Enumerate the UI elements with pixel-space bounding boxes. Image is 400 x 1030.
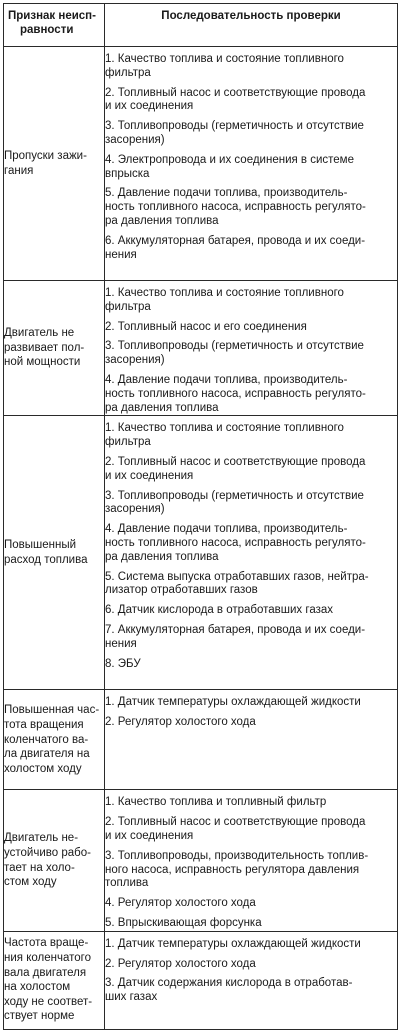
- check-step: [105, 235, 397, 263]
- check-step-line: 2. Регулятор холостого хода: [105, 716, 256, 729]
- check-step-line: ших газах: [105, 991, 158, 1004]
- check-step-line: 7. Аккумуляторная батарея, провода и их соеди-: [105, 623, 366, 636]
- check-step-line: 6. Датчик кислорода в отработавших газах: [105, 604, 334, 617]
- check-step-line: 1. Качество топлива и состояние топливного: [105, 287, 344, 299]
- check-step-line: 8. ЭБУ: [105, 657, 141, 670]
- check-step-line: 1. Качество топлива и состояние топливного: [105, 53, 344, 65]
- check-step-line: нения: [105, 637, 137, 650]
- check-step-line: 4. Давление подачи топлива, производитель-: [105, 373, 348, 386]
- check-step-line: и их соединения: [105, 100, 194, 113]
- check-step: [105, 716, 397, 730]
- check-step-line: 3. Топливопроводы, производительность топлив-: [105, 849, 369, 862]
- check-step-line: 1. Датчик температуры охлаждающей жидкости: [105, 696, 361, 709]
- check-step-line: засорения): [105, 133, 165, 146]
- diagnostic-table: [3, 3, 398, 1030]
- check-step: [105, 938, 397, 952]
- check-step: [105, 321, 397, 335]
- symptom-text-line: на холостом: [4, 981, 71, 994]
- check-step: [105, 897, 397, 911]
- check-step: [105, 958, 397, 972]
- symptom-text-line: ходу не соответ-: [4, 995, 93, 1008]
- check-step-line: 3. Топливопроводы (герметичность и отсутствие: [105, 120, 364, 133]
- check-step-line: ность топливного насоса, исправность регулято-: [105, 201, 366, 214]
- checks-cell: [105, 47, 398, 281]
- check-step-line: ра давления топлива: [105, 214, 219, 227]
- check-step: [105, 604, 397, 618]
- symptom-text-line: гания: [4, 164, 34, 177]
- check-step-line: 1. Качество топлива и состояние топливного: [105, 422, 344, 435]
- check-step-line: засорения): [105, 354, 165, 367]
- check-step: [105, 422, 397, 450]
- check-step-line: и их соединения: [105, 469, 194, 482]
- checks-cell: [105, 790, 398, 931]
- symptom-cell: [4, 281, 105, 416]
- symptom-cell: [4, 47, 105, 281]
- check-step: [105, 456, 397, 484]
- check-step: [105, 796, 397, 810]
- check-step: [105, 571, 397, 599]
- check-step-line: 3. Топливопроводы (герметичность и отсутствие: [105, 340, 364, 353]
- symptom-text-line: Повышенная час-: [4, 704, 100, 717]
- header-symptom-line: Признак неисп-: [8, 10, 96, 22]
- check-step: [105, 374, 397, 415]
- check-step: [105, 696, 397, 710]
- header-symptom: [4, 4, 105, 47]
- check-step-line: ность топливного насоса, исправность регулято-: [105, 387, 366, 400]
- symptom-cell: [4, 931, 105, 1029]
- check-step-line: 2. Топливный насос и соответствующие провода: [105, 455, 366, 468]
- check-step-line: ность топливного насоса, исправность регулято-: [105, 536, 366, 549]
- symptom-text-line: Двигатель не-: [4, 832, 79, 845]
- table-row: [4, 416, 398, 690]
- table-row: [4, 281, 398, 416]
- check-step-line: лизатор отработавших газов: [105, 584, 258, 597]
- check-step: [105, 87, 397, 115]
- check-step: [105, 917, 397, 931]
- checks-cell: [105, 416, 398, 690]
- check-step-line: ного насоса, исправность регулятора давления: [105, 863, 360, 876]
- check-step-line: засорения): [105, 503, 165, 516]
- symptom-text-line: ния коленчатого: [4, 952, 91, 965]
- check-step: [105, 523, 397, 564]
- symptom-cell: [4, 790, 105, 931]
- check-step: [105, 187, 397, 228]
- check-step: [105, 850, 397, 891]
- check-step-line: 4. Электропровода и их соединения в системе: [105, 153, 354, 166]
- symptom-text-line: тает на холо-: [4, 861, 75, 874]
- symptom-text-line: коленчатого ва-: [4, 733, 89, 746]
- check-step-line: ра давления топлива: [105, 401, 219, 414]
- symptom-text-line: стом ходу: [4, 876, 57, 889]
- symptom-text-line: холостом ходу: [4, 762, 82, 775]
- check-step-line: впрыска: [105, 167, 150, 180]
- symptom-text-line: вала двигателя: [4, 966, 87, 979]
- symptom-cell: [4, 416, 105, 690]
- symptom-text-line: ной мощности: [4, 356, 81, 369]
- symptom-text-line: тота вращения: [4, 718, 84, 731]
- check-step: [105, 287, 397, 315]
- symptom-text-line: Пропуски зажи-: [4, 149, 87, 162]
- symptom-text-line: расход топлива: [4, 553, 88, 566]
- check-step: [105, 816, 397, 844]
- check-step-line: нения: [105, 248, 137, 261]
- table-header-row: [4, 4, 398, 47]
- check-step-line: 2. Топливный насос и его соединения: [105, 320, 307, 333]
- check-step-line: 1. Качество топлива и топливный фильтр: [105, 796, 327, 809]
- header-symptom-line: равности: [20, 24, 74, 36]
- check-step-line: 2. Топливный насос и соответствующие провода: [105, 816, 366, 829]
- symptom-text-line: устойчиво рабо-: [4, 846, 91, 859]
- check-step-line: 6. Аккумуляторная батарея, провода и их соеди-: [105, 234, 366, 247]
- check-step: [105, 624, 397, 652]
- check-step-line: 5. Давление подачи топлива, производитель-: [105, 187, 348, 200]
- check-step-line: 2. Топливный насос и соответствующие провода: [105, 86, 366, 99]
- symptom-text-line: ла двигателя на: [4, 748, 90, 761]
- check-step-line: топлива: [105, 877, 149, 890]
- check-step: [105, 490, 397, 518]
- header-checks: Последовательность проверки: [105, 4, 398, 47]
- checks-cell: [105, 690, 398, 790]
- check-step: [105, 340, 397, 368]
- table-row: [4, 931, 398, 1029]
- check-step: [105, 120, 397, 148]
- symptom-text-line: Частота враще-: [4, 937, 89, 950]
- table-row: [4, 790, 398, 931]
- table-row: [4, 47, 398, 281]
- check-step-line: 4. Давление подачи топлива, производитель-: [105, 523, 348, 536]
- check-step-line: фильтра: [105, 300, 151, 313]
- table-row: [4, 690, 398, 790]
- check-step: [105, 977, 397, 1005]
- check-step-line: фильтра: [105, 436, 151, 449]
- check-step-line: 2. Регулятор холостого хода: [105, 957, 256, 970]
- check-step: [105, 154, 397, 182]
- check-step-line: фильтра: [105, 66, 151, 79]
- symptom-text-line: Повышенный: [4, 539, 77, 552]
- symptom-text-line: ствует норме: [4, 1010, 75, 1023]
- symptom-text-line: Двигатель не: [4, 327, 75, 340]
- check-step-line: 3. Топливопроводы (герметичность и отсутствие: [105, 489, 364, 502]
- check-step-line: 3. Датчик содержания кислорода в отработав-: [105, 977, 353, 990]
- check-step-line: 5. Впрыскивающая форсунка: [105, 916, 262, 929]
- check-step-line: 4. Регулятор холостого хода: [105, 897, 256, 910]
- symptom-cell: [4, 690, 105, 790]
- check-step-line: ра давления топлива: [105, 550, 219, 563]
- check-step-line: 5. Система выпуска отработавших газов, нейтра-: [105, 570, 369, 583]
- check-step: [105, 658, 397, 672]
- check-step: [105, 53, 397, 81]
- checks-cell: [105, 281, 398, 416]
- checks-cell: [105, 931, 398, 1029]
- check-step-line: и их соединения: [105, 829, 194, 842]
- symptom-text-line: развивает пол-: [4, 341, 85, 354]
- check-step-line: 1. Датчик температуры охлаждающей жидкости: [105, 937, 361, 950]
